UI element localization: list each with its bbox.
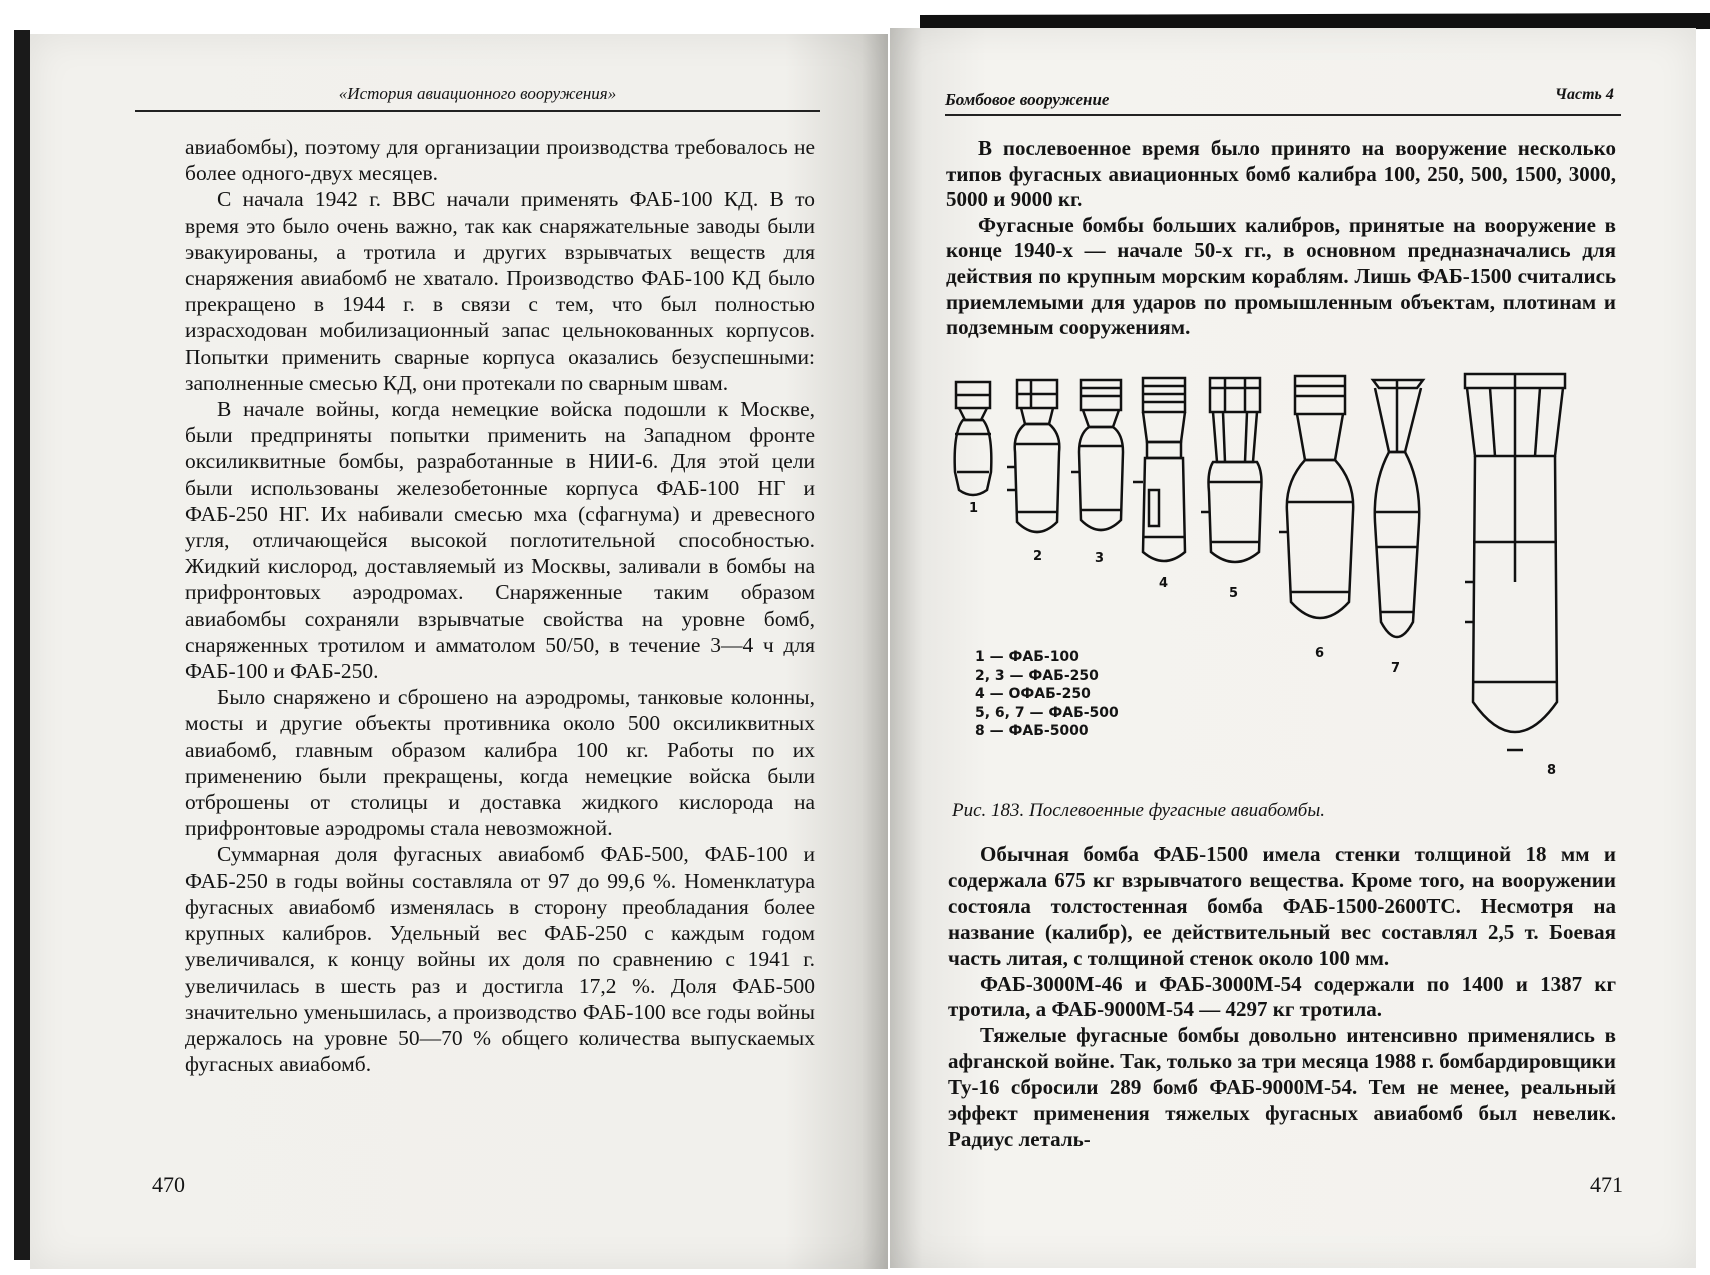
- bomb-3-drawing: [1071, 380, 1123, 530]
- paragraph: Тяжелые фугасные бомбы довольно интенсивно применялись в афганской войне. Так, только за три месяца 1988 г. бомбардировщики Ту-16 сбросили 289 бомб ФАБ-9000М-54. Тем не менее, реальный эффект применения тяжелых фугасных авиабомб был невелик. Радиус леталь-: [948, 1023, 1616, 1151]
- right-body-text-bottom: [948, 842, 1616, 1153]
- bomb-number-label: 8: [1547, 763, 1557, 778]
- book-edge-left: [14, 30, 30, 1260]
- left-header-rule: [135, 110, 820, 112]
- bomb-1-drawing: [955, 382, 992, 495]
- legend-item: 1 — ФАБ-100: [975, 649, 1079, 665]
- bomb-number-label: 2: [1033, 549, 1043, 564]
- figure-caption: Рис. 183. Послевоенные фугасные авиабомбы.: [952, 800, 1325, 821]
- part-label: Часть 4: [1555, 86, 1614, 103]
- bomb-4-drawing: [1133, 378, 1185, 561]
- paragraph: С начала 1942 г. ВВС начали применять ФАБ-100 КД. В то время это было очень важно, так как снаряжательные заводы были эвакуированы, а тротила и других взрывчатых веществ для снаряжения авиабомб не хватало. Производство ФАБ-100 КД было прекращено в 1944 г. в связи с тем, что был полностью израсходован мобилизационный запас цельнокованных корпусов. Попытки применить сварные корпуса оказались безуспешными: заполненные смесью КД, они протекали по сварным швам.: [185, 187, 815, 395]
- bomb-2-drawing: [1007, 380, 1059, 532]
- right-body-text-top: [946, 136, 1616, 341]
- bomb-number-label: 3: [1095, 551, 1105, 566]
- bomb-7-drawing: [1373, 380, 1423, 637]
- paragraph: Было снаряжено и сброшено на аэродромы, танковые колонны, мосты и другие объекты противника около 500 оксиликвитных авиабомб, главным образом калибра 100 кг. Работы по их применению были прекращены, когда немецкие войска были отброшены от столицы и доставка жидкого кислорода на прифронтовые аэродромы стала невозможной.: [185, 685, 815, 841]
- bomb-number-label: 4: [1159, 576, 1169, 591]
- right-page-number: 471: [1590, 1172, 1623, 1197]
- bomb-5-drawing: [1201, 378, 1262, 562]
- bomb-6-drawing: [1279, 376, 1353, 618]
- bomb-number-label: 1: [969, 501, 979, 516]
- legend-item: 2, 3 — ФАБ-250: [975, 667, 1099, 684]
- left-page-number: 470: [152, 1172, 185, 1197]
- paragraph: Суммарная доля фугасных авиабомб ФАБ-500, ФАБ-100 и ФАБ-250 в годы войны составляла от 97 до 99,6 %. Номенклатура фугасных авиабомб изменялась в сторону преобладания более крупных калибров. Удельный вес ФАБ-250 с каждым годом увеличивался, к концу войны их доля по сравнению с 1941 г. увеличилась в шесть раз и достигла 17,2 %. Доля ФАБ-500 значительно уменьшилась, а производство ФАБ-100 все годы войны держалось на уровне 50—70 % общего количества выпускаемых фугасных авиабомб.: [185, 842, 815, 1077]
- paragraph: ФАБ-3000М-46 и ФАБ-3000М-54 содержали по 1400 и 1387 кг тротила, а ФАБ-9000М-54 — 4297 кг тротила.: [948, 971, 1616, 1022]
- right-header-rule: [945, 114, 1621, 116]
- left-body-text: [185, 134, 815, 1077]
- bomb-number-label: 7: [1391, 661, 1401, 676]
- bomb-number-label: 5: [1229, 586, 1239, 601]
- paragraph: В начале войны, когда немецкие войска подошли к Москве, были предприняты попытки применить на Западном фронте оксиликвитные бомбы, разработанные в НИИ-6. Для этой цели были использованы железобетонные корпуса ФАБ-100 НГ и ФАБ-250 НГ. Их набивали смесью мха (сфагнума) и древесного угля, отличающейся высокой поглотительной способностью. Жидкий кислород, доставляемый из Москвы, заливали в бомбы на прифронтовых аэродромах. Снаряженные таким образом авиабомбы сохраняли взрывчатые свойства на уровне бомб, снаряженных тротилом и амматолом 50/50, в течение 3—4 ч для ФАБ-100 и ФАБ-250.: [185, 397, 815, 684]
- paragraph: авиабомбы), поэтому для организации производства требовалось не более одного-двух месяцев.: [185, 135, 815, 186]
- paragraph: Обычная бомба ФАБ-1500 имела стенки толщиной 18 мм и содержала 675 кг взрывчатого вещества. Кроме того, на вооружении состояла толстостенная бомба ФАБ-1500-2600ТС. Несмотря на название (калибр), ее действительный вес составлял 2,5 т. Боевая часть литая, с толщиной стенок около 100 мм.: [948, 842, 1616, 970]
- legend-item: 8 — ФАБ-5000: [975, 723, 1089, 739]
- legend-item: 4 — ОФАБ-250: [975, 686, 1091, 702]
- bomb-number-label: 6: [1315, 646, 1325, 661]
- paragraph: В послевоенное время было принято на вооружение несколько типов фугасных авиационных бомб калибра 100, 250, 500, 1500, 3000, 5000 и 9000 кг.: [946, 136, 1616, 212]
- bomb-8-drawing: [1465, 374, 1565, 750]
- legend-item: 5, 6, 7 — ФАБ-500: [975, 704, 1119, 721]
- right-running-header: Бомбовое вооружение: [945, 90, 1110, 109]
- figure-legend: [975, 648, 1119, 741]
- left-running-header: «История авиационного вооружения»: [338, 84, 617, 103]
- paragraph: Фугасные бомбы больших калибров, принятые на вооружение в конце 1940-х — начале 50-х гг., в основном предназначались для действия по крупным морским кораблям. Лишь ФАБ-1500 считались приемлемыми для ударов по промышленным объектам, плотинам и подземным сооружениям.: [946, 212, 1616, 340]
